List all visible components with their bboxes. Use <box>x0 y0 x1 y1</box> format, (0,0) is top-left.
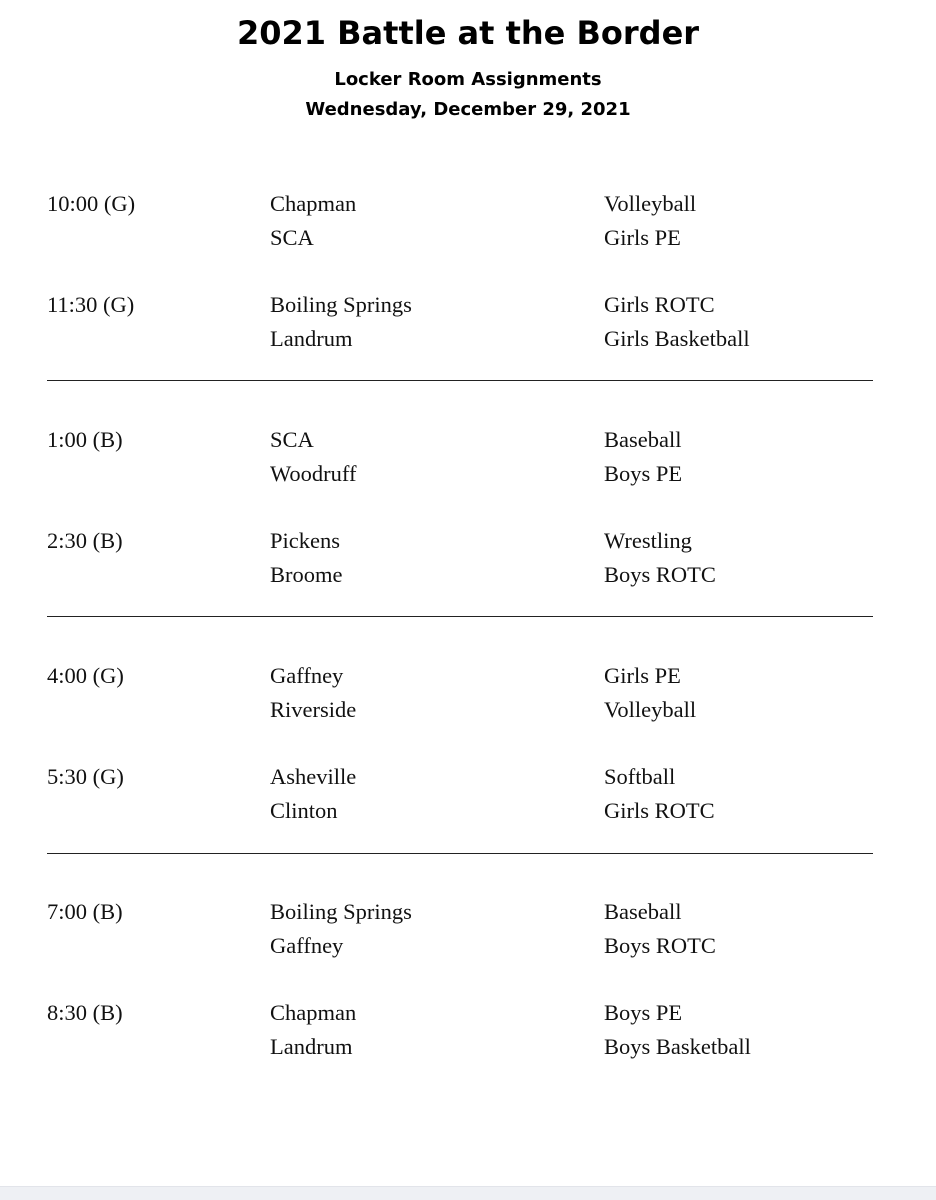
game-time: 11:30 (G) <box>47 292 135 317</box>
team-name: Woodruff <box>270 461 357 486</box>
team-name: Gaffney <box>270 933 344 958</box>
locker-room: Boys PE <box>604 1000 683 1025</box>
locker-room: Boys ROTC <box>604 933 716 958</box>
locker-room: Girls PE <box>604 663 681 688</box>
team-name: Pickens <box>270 528 340 553</box>
locker-room: Volleyball <box>604 697 697 722</box>
locker-room: Boys Basketball <box>604 1034 751 1059</box>
team-name: Chapman <box>270 1000 357 1025</box>
team-name: Asheville <box>270 764 357 789</box>
team-name: Riverside <box>270 697 357 722</box>
document-date: Wednesday, December 29, 2021 <box>305 99 631 120</box>
locker-room: Girls ROTC <box>604 798 715 823</box>
locker-room: Boys PE <box>604 461 683 486</box>
game-time: 2:30 (B) <box>47 528 123 553</box>
team-name: Boiling Springs <box>270 292 412 317</box>
game-time: 4:00 (G) <box>47 663 124 688</box>
team-name: Chapman <box>270 191 357 216</box>
team-name: Landrum <box>270 326 353 351</box>
locker-room: Girls PE <box>604 225 681 250</box>
locker-room: Baseball <box>604 427 682 452</box>
game-time: 8:30 (B) <box>47 1000 123 1025</box>
section-divider <box>47 616 873 617</box>
locker-room: Girls ROTC <box>604 292 715 317</box>
game-time: 10:00 (G) <box>47 191 136 216</box>
team-name: Broome <box>270 562 343 587</box>
document-title: 2021 Battle at the Border <box>236 14 700 52</box>
game-time: 7:00 (B) <box>47 899 123 924</box>
team-name: Clinton <box>270 798 338 823</box>
game-time: 5:30 (G) <box>47 764 124 789</box>
locker-room: Girls Basketball <box>604 326 750 351</box>
locker-room: Softball <box>604 764 676 789</box>
team-name: Boiling Springs <box>270 899 412 924</box>
locker-room: Volleyball <box>604 191 697 216</box>
locker-room: Boys ROTC <box>604 562 716 587</box>
team-name: SCA <box>270 427 314 452</box>
team-name: Landrum <box>270 1034 353 1059</box>
team-name: Gaffney <box>270 663 344 688</box>
section-divider <box>47 853 873 854</box>
locker-room: Wrestling <box>604 528 692 553</box>
section-divider <box>47 380 873 381</box>
document-subtitle: Locker Room Assignments <box>334 69 602 90</box>
game-time: 1:00 (B) <box>47 427 123 452</box>
viewer-bottom-edge <box>0 1186 936 1200</box>
team-name: SCA <box>270 225 314 250</box>
locker-room: Baseball <box>604 899 682 924</box>
